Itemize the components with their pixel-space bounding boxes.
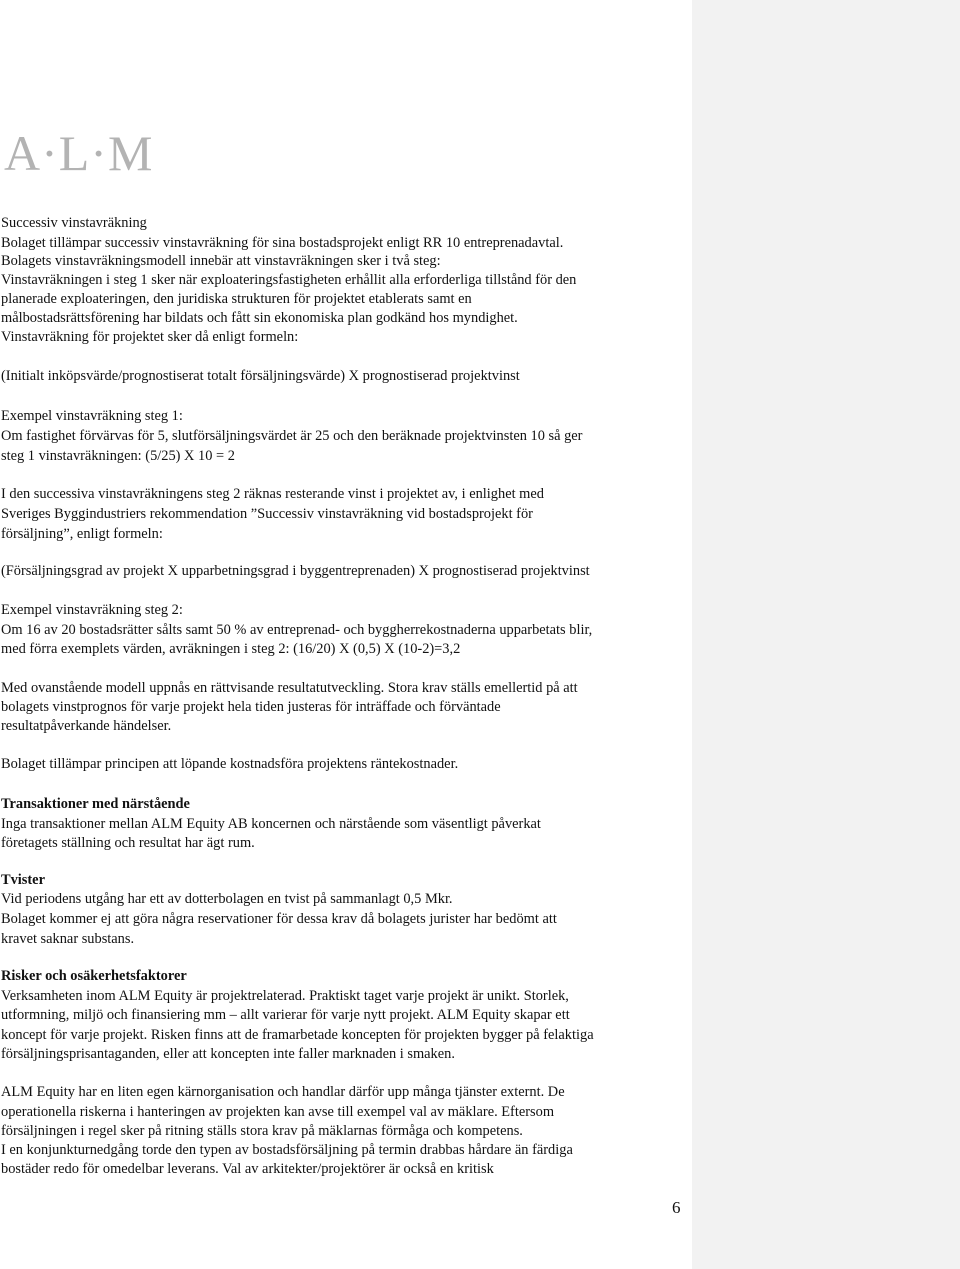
text-line: Exempel vinstavräkning steg 1: <box>1 408 183 424</box>
text-line: Med ovanstående modell uppnås en rättvisande resultatutveckling. Stora krav ställs emellertid på att <box>1 680 578 696</box>
text-line: Bolaget kommer ej att göra några reservationer för dessa krav då bolagets jurister har bedömt att <box>1 911 557 927</box>
text-line: (Initialt inköpsvärde/prognostiserat totalt försäljningsvärde) X prognostiserad projektvinst <box>1 368 520 384</box>
text-line: koncept för varje projekt. Risken finns att de framarbetade koncepten för projekten bygger på felaktiga <box>1 1027 594 1043</box>
text-line: kravet saknar substans. <box>1 931 135 947</box>
text-line: målbostadsrättsförening har bildats och fått sin ekonomiska plan godkänd hos myndighet. <box>1 310 518 326</box>
text-line: ALM Equity har en liten egen kärnorganisation och handlar därför upp många tjänster externt. De <box>1 1084 565 1100</box>
text-line: bostäder redo för omedelbar leverans. Val av arkitekter/projektörer är också en kritisk <box>1 1161 494 1177</box>
text-line: Bolaget tillämpar principen att löpande kostnadsföra projektens räntekostnader. <box>1 756 459 772</box>
text-line: utformning, miljö och finansiering mm – allt varierar för varje nytt projekt. ALM Equity skapar ett <box>1 1007 570 1023</box>
text-line: Bolaget tillämpar successiv vinstavräkning för sina bostadsprojekt enligt RR 10 entreprenadavtal. <box>1 235 564 251</box>
section-heading: Transaktioner med närstående <box>1 796 190 812</box>
text-line: planerade exploateringen, den juridiska strukturen för projektet etablerats samt en <box>1 291 472 307</box>
section-heading: Risker och osäkerhetsfaktorer <box>1 968 187 984</box>
text-line: Sveriges Byggindustriers rekommendation ”Successiv vinstavräkning vid bostadsprojekt för <box>1 506 533 522</box>
page-number: 6 <box>672 1198 681 1217</box>
text-line: företagets ställning och resultat har ägt rum. <box>1 835 255 851</box>
text-line: Exempel vinstavräkning steg 2: <box>1 602 183 618</box>
text-line: operationella riskerna i hanteringen av projekten kan avse till exempel val av mäklare. Eftersom <box>1 1104 555 1120</box>
text-line: steg 1 vinstavräkningen: (5/25) X 10 = 2 <box>1 448 235 464</box>
text-line: Verksamheten inom ALM Equity är projektrelaterad. Praktiskt taget varje projekt är unikt. Storlek, <box>1 988 569 1004</box>
alm-logo: A·L·M <box>4 125 154 181</box>
right-margin-panel <box>692 0 960 1269</box>
text-line: Successiv vinstavräkning <box>1 215 147 231</box>
text-line: Vid periodens utgång har ett av dotterbolagen en tvist på sammanlagt 0,5 Mkr. <box>1 891 453 907</box>
text-line: Bolagets vinstavräkningsmodell innebär att vinstavräkningen sker i två steg: <box>1 253 441 269</box>
text-line: resultatpåverkande händelser. <box>1 718 172 734</box>
text-line: Vinstavräkningen i steg 1 sker när exploateringsfastigheten erhållit alla erforderliga tillstånd för den <box>1 272 577 288</box>
text-line: med förra exemplets värden, avräkningen i steg 2: (16/20) X (0,5) X (10-2)=3,2 <box>1 641 461 657</box>
text-line: (Försäljningsgrad av projekt X upparbetningsgrad i byggentreprenaden) X prognostiserad projektvinst <box>1 563 590 579</box>
section-heading: Tvister <box>1 872 45 888</box>
text-line: Om fastighet förvärvas för 5, slutförsäljningsvärdet är 25 och den beräknade projektvinsten 10 så ger <box>1 428 583 444</box>
text-line: Om 16 av 20 bostadsrätter sålts samt 50 % av entreprenad- och byggherrekostnaderna upparbetats blir, <box>1 622 593 638</box>
text-line: I den successiva vinstavräkningens steg 2 räknas resterande vinst i projektet av, i enlighet med <box>1 486 544 502</box>
text-line: försäljningen i regel sker på ritning ställs stora krav på mäklarnas förmåga och kompetens. <box>1 1123 523 1139</box>
text-line: bolagets vinstprognos för varje projekt hela tiden justeras för inträffade och förväntade <box>1 699 501 715</box>
text-line: Inga transaktioner mellan ALM Equity AB koncernen och närstående som väsentligt påverkat <box>1 816 541 832</box>
text-line: I en konjunkturnedgång torde den typen av bostadsförsäljning på termin drabbas hårdare än färdiga <box>1 1142 573 1158</box>
text-line: Vinstavräkning för projektet sker då enligt formeln: <box>1 329 299 345</box>
text-line: försäljning”, enligt formeln: <box>1 526 163 542</box>
text-line: försäljningsprisantaganden, eller att koncepten inte faller marknaden i smaken. <box>1 1046 455 1062</box>
